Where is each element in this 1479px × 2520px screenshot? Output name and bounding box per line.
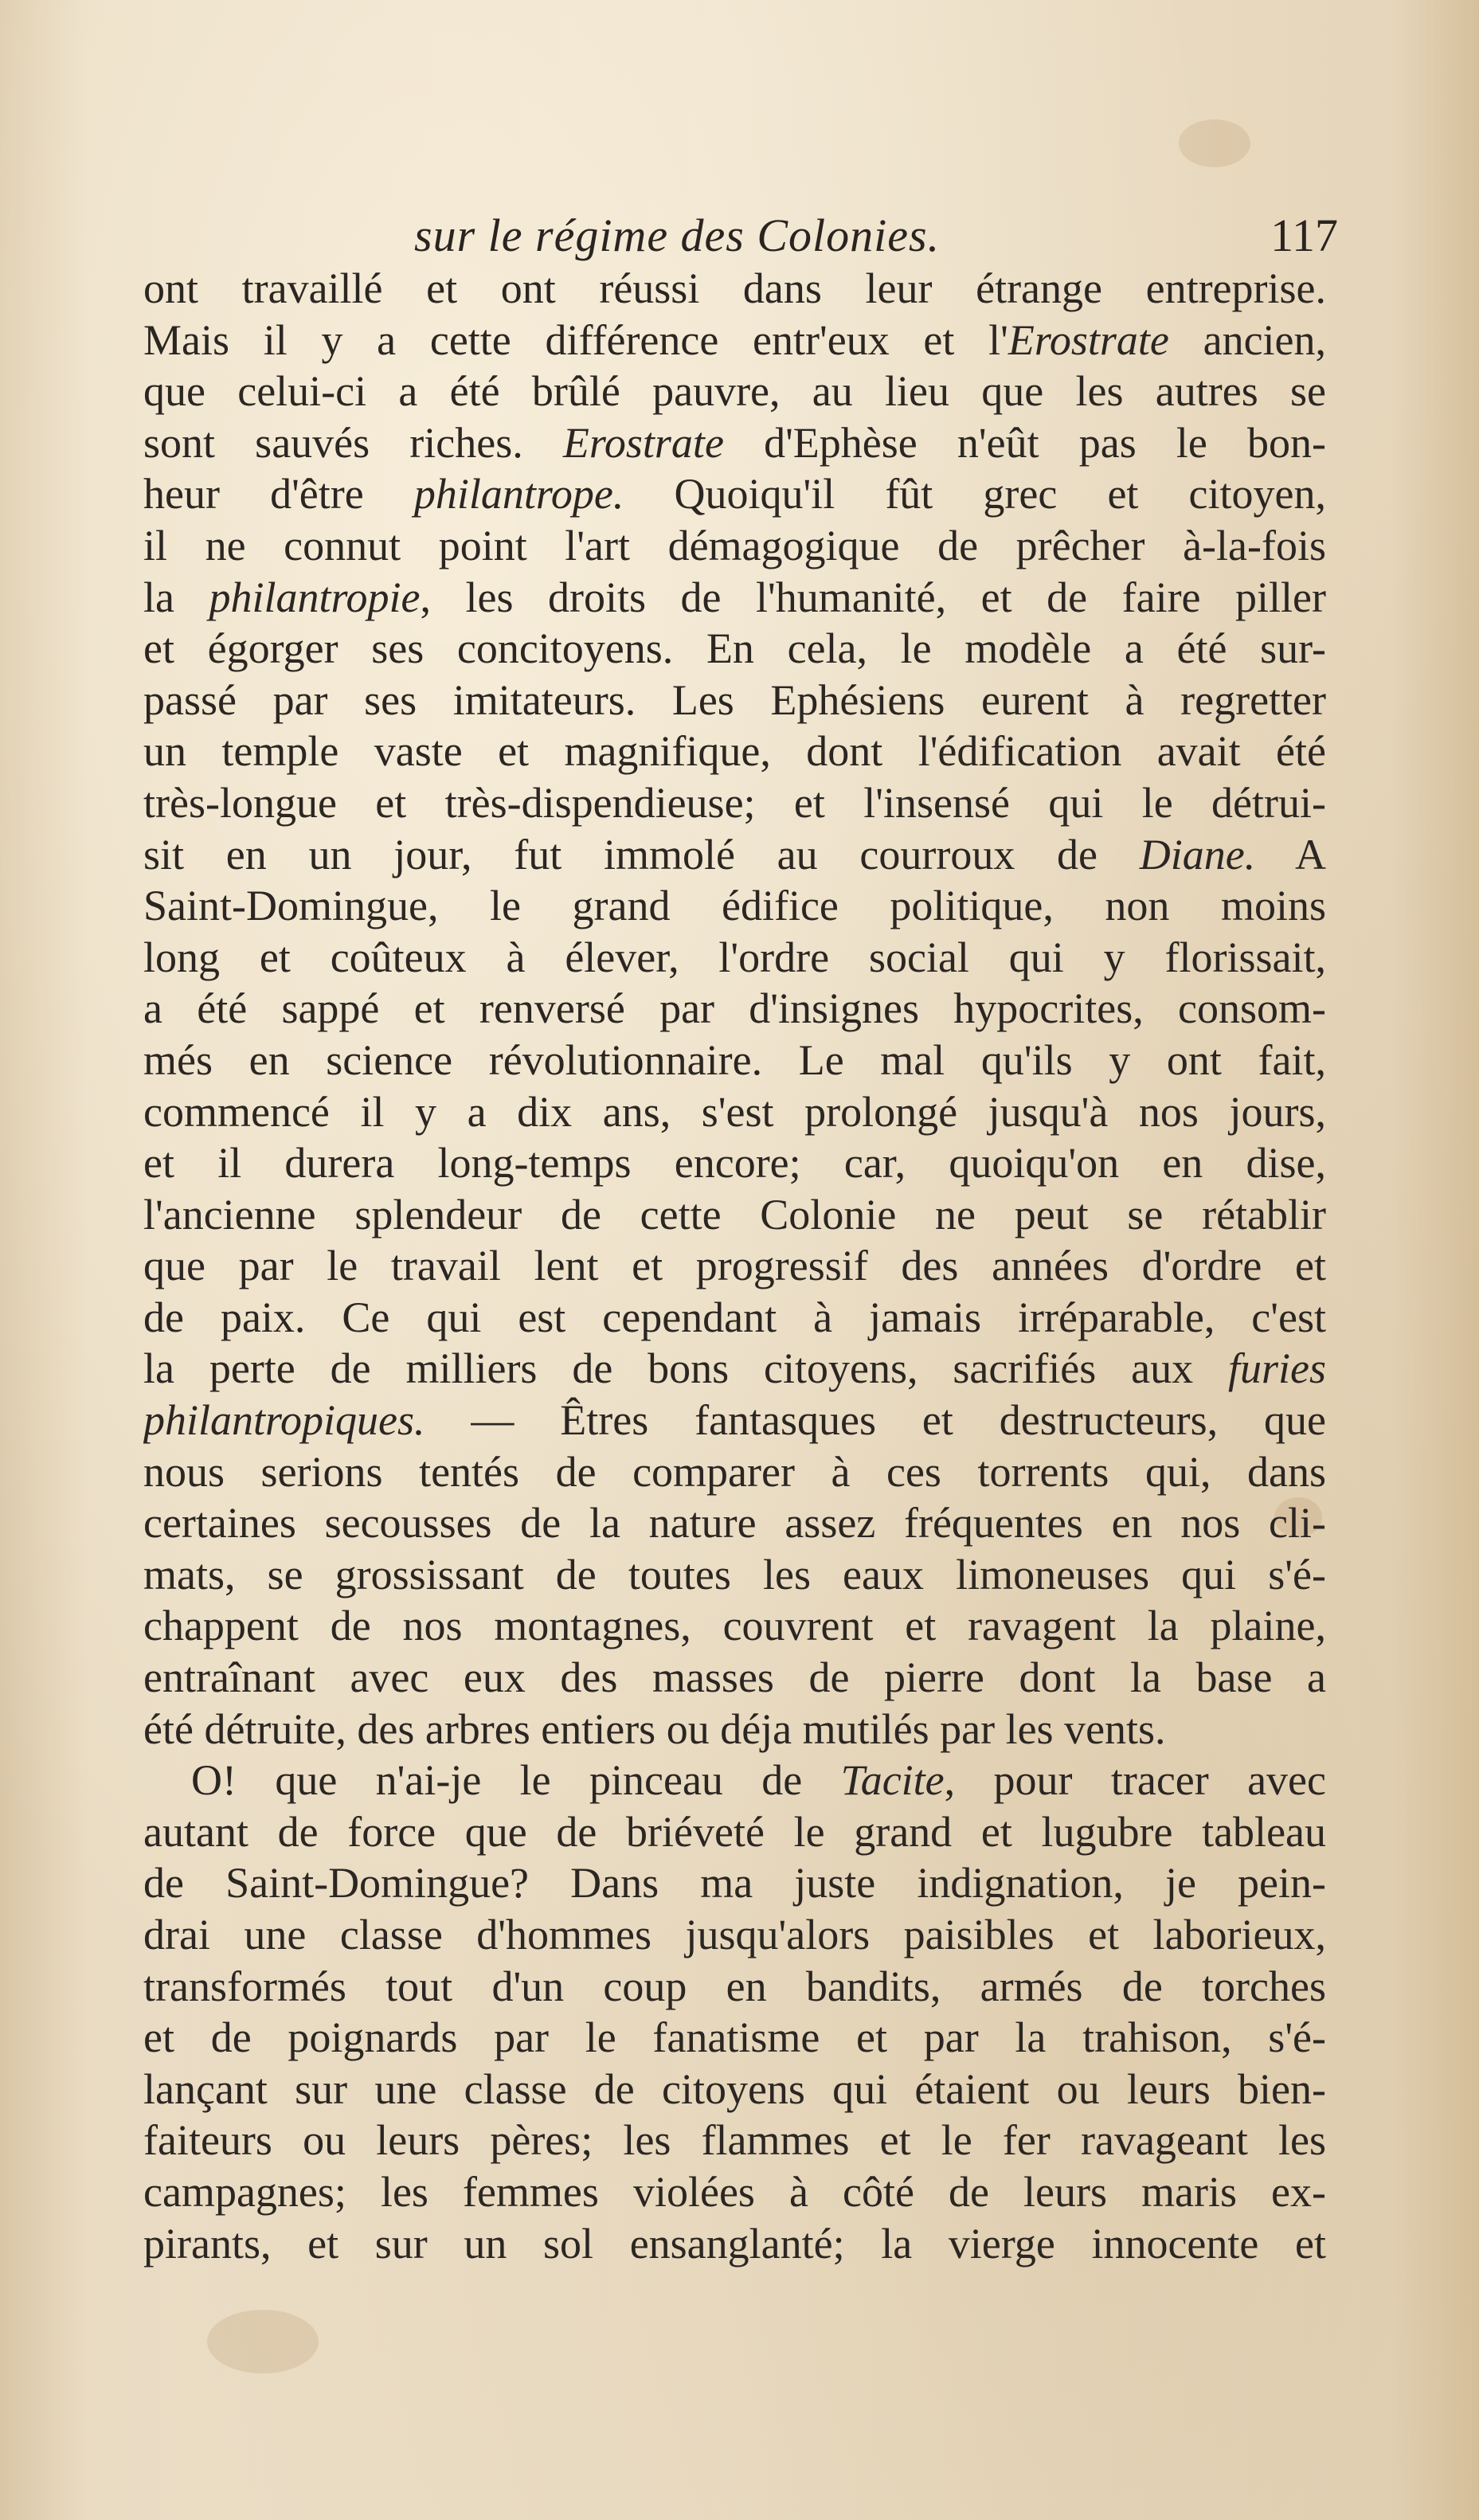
italic-text: philantrope. — [413, 470, 624, 518]
text-run: de paix. Ce qui est cependant à jamais irréparable, c'est — [143, 1293, 1326, 1341]
text-run: que par le travail lent et progressif des années d'ordre et — [143, 1242, 1326, 1290]
paper-stain — [1179, 119, 1250, 167]
text-line — [143, 2064, 1326, 2115]
text-line — [143, 1343, 1326, 1395]
text-run: més en science révolutionnaire. Le mal qu'ils y ont fait, — [143, 1035, 1326, 1084]
body-text — [143, 263, 1326, 2269]
text-line — [143, 829, 1326, 881]
italic-text: Erostrate — [562, 418, 724, 467]
text-line — [143, 1704, 1326, 1755]
text-line — [143, 623, 1326, 675]
text-run: il ne connut point l'art démagogique de prêcher à-la-fois — [143, 521, 1326, 569]
text-run: entraînant avec eux des masses de pierre dont la base a — [143, 1653, 1326, 1702]
text-line — [143, 1446, 1326, 1498]
text-line — [143, 2166, 1326, 2218]
text-run: et égorger ses concitoyens. En cela, le modèle a été sur- — [143, 624, 1326, 673]
text-run: passé par ses imitateurs. Les Ephésiens eurent à regretter — [143, 675, 1326, 724]
text-run: de Saint-Domingue? Dans ma juste indignation, je pein- — [143, 1859, 1326, 1908]
text-run: été détruite, des arbres entiers ou déja mutilés par les vents. — [143, 1704, 1166, 1753]
text-run: drai une classe d'hommes jusqu'alors paisibles et laborieux, — [143, 1911, 1326, 1958]
text-line — [143, 572, 1326, 624]
text-run: un temple vaste et magnifique, dont l'édification avait été — [143, 727, 1326, 776]
text-line — [143, 1497, 1326, 1549]
text-line — [143, 315, 1326, 366]
text-line — [143, 263, 1326, 315]
italic-text: furies — [1227, 1344, 1326, 1393]
text-run: Saint-Domingue, le grand édifice politique, non moins — [143, 882, 1326, 930]
running-title: sur le régime des Colonies. — [414, 209, 941, 261]
text-line — [143, 1035, 1326, 1086]
text-run: certaines secousses de la nature assez fréquentes en nos cli- — [143, 1499, 1326, 1548]
text-run: ancien, — [1168, 315, 1326, 364]
text-line — [143, 777, 1326, 829]
text-line — [143, 1961, 1326, 2013]
text-run: chappent de nos montagnes, couvrent et ravagent la plaine, — [143, 1602, 1326, 1650]
text-run: transformés tout d'un coup en bandits, armés de torches — [143, 1962, 1326, 2010]
text-run: nous serions tentés de comparer à ces torrents qui, dans — [143, 1447, 1326, 1496]
italic-text: philantropiques. — [143, 1396, 425, 1445]
text-run: Mais il y a cette différence entr'eux et l' — [143, 315, 1008, 364]
paper-stain — [207, 2310, 319, 2373]
text-run: l'ancienne splendeur de cette Colonie ne peut se rétablir — [143, 1190, 1326, 1238]
text-line — [143, 2115, 1326, 2166]
italic-text: Tacite — [840, 1756, 945, 1805]
text-run: heur d'être — [143, 470, 414, 518]
page-number: 117 — [1270, 209, 1338, 261]
text-line — [143, 1806, 1326, 1858]
text-run: A — [1255, 830, 1326, 878]
text-line — [143, 1600, 1326, 1652]
text-line — [143, 1086, 1326, 1138]
text-run: ont travaillé et ont réussi dans leur étrange entreprise. — [143, 264, 1326, 312]
text-run: pirants, et sur un sol ensanglanté; la vierge innocente et — [143, 2219, 1326, 2268]
italic-text: Erostrate — [1008, 315, 1169, 364]
italic-text: Diane. — [1139, 830, 1256, 878]
text-line — [143, 1909, 1326, 1961]
text-line — [143, 726, 1326, 777]
text-line — [143, 417, 1326, 469]
text-line — [143, 520, 1326, 572]
text-line — [143, 1652, 1326, 1704]
text-line — [143, 366, 1326, 417]
text-run: campagnes; les femmes violées à côté de leurs maris ex- — [143, 2167, 1326, 2216]
text-run: et de poignards par le fanatisme et par la trahison, s'é- — [143, 2013, 1326, 2062]
text-run: O! que n'ai-je le pinceau de — [191, 1756, 841, 1805]
text-run: et il durera long-temps encore; car, quoiqu'on en dise, — [143, 1139, 1326, 1188]
text-line — [143, 880, 1326, 932]
text-run: long et coûteux à élever, l'ordre social qui y florissait, — [143, 933, 1326, 981]
text-run: — Êtres fantasques et destructeurs, que — [425, 1396, 1326, 1445]
text-line — [143, 1240, 1326, 1292]
text-run: a été sappé et renversé par d'insignes hypocrites, consom- — [143, 984, 1326, 1033]
text-run: mats, se grossissant de toutes les eaux limoneuses qui s'é- — [143, 1550, 1326, 1598]
text-run: très-longue et très-dispendieuse; et l'insensé qui le détrui- — [143, 778, 1326, 827]
italic-text: philantropie — [209, 573, 421, 621]
text-line — [143, 468, 1326, 520]
text-run: la perte de milliers de bons citoyens, sacrifiés aux — [143, 1344, 1228, 1393]
text-run: , les droits de l'humanité, et de faire piller — [420, 573, 1326, 621]
text-line — [143, 983, 1326, 1035]
text-line — [143, 1857, 1326, 1909]
text-run: commencé il y a dix ans, s'est prolongé jusqu'à nos jours, — [143, 1087, 1326, 1136]
text-line — [143, 1395, 1326, 1446]
text-run: lançant sur une classe de citoyens qui étaient ou leurs bien- — [143, 2064, 1326, 2113]
text-run: autant de force que de briéveté le grand et lugubre tableau — [143, 1807, 1326, 1856]
text-run: faiteurs ou leurs pères; les flammes et le fer ravageant les — [143, 2116, 1326, 2165]
text-line — [143, 1292, 1326, 1344]
text-line — [143, 932, 1326, 984]
text-run: Quoiqu'il fût grec et citoyen, — [624, 470, 1326, 518]
text-run: sit en un jour, fut immolé au courroux de — [143, 830, 1140, 878]
text-run: la — [143, 573, 209, 621]
text-run: que celui-ci a été brûlé pauvre, au lieu que les autres se — [143, 367, 1326, 416]
text-line — [143, 1137, 1326, 1189]
text-run: d'Ephèse n'eût pas le bon- — [723, 418, 1326, 467]
text-line — [143, 675, 1326, 726]
text-run: sont sauvés riches. — [143, 418, 563, 467]
text-run: , pour tracer avec — [944, 1756, 1326, 1805]
text-line — [143, 2012, 1326, 2064]
text-line — [143, 1549, 1326, 1601]
text-line — [143, 2218, 1326, 2270]
text-line — [143, 1755, 1326, 1806]
text-line — [143, 1189, 1326, 1241]
